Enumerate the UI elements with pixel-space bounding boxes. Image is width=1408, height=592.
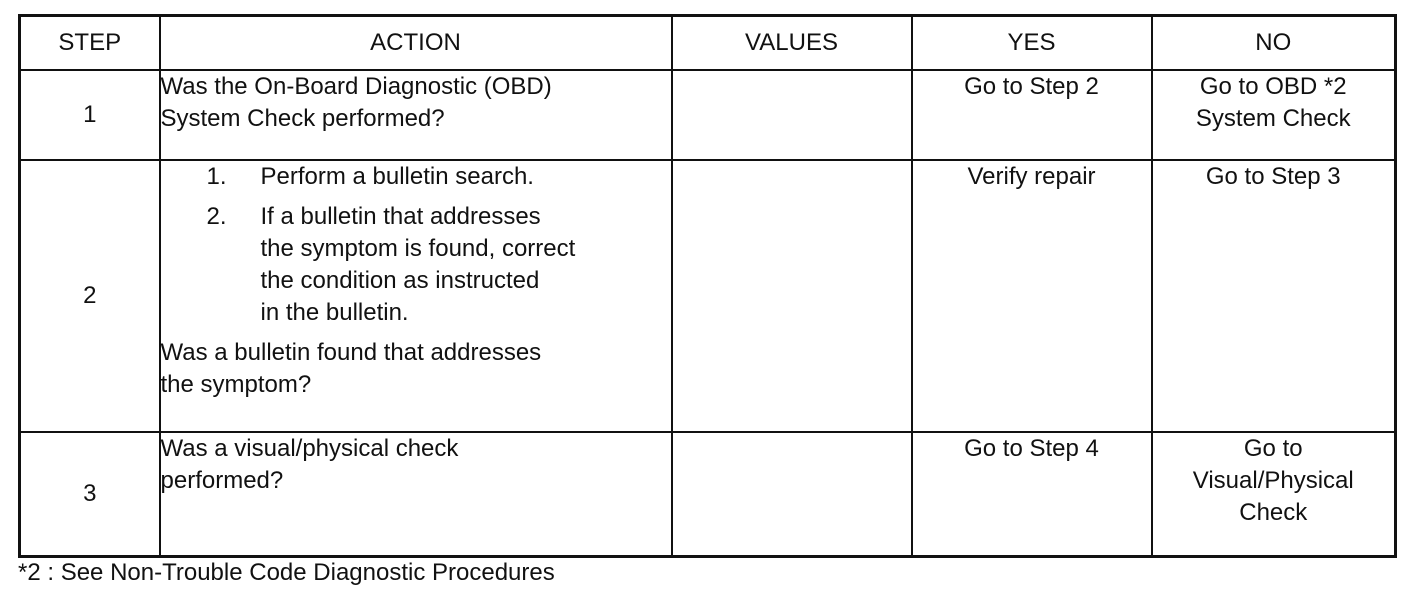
diagnostic-sheet xyxy=(18,14,1394,550)
no-cell xyxy=(1152,160,1396,432)
action-cell xyxy=(160,432,672,557)
no-line: Go to xyxy=(1243,435,1303,462)
step-number: 1 xyxy=(20,70,160,160)
values-cell xyxy=(672,432,912,557)
action-line: Was the On-Board Diagnostic (OBD) xyxy=(160,73,552,100)
no-cell xyxy=(1152,432,1396,557)
header-row xyxy=(20,16,1396,71)
yes-cell: Verify repair xyxy=(912,160,1152,432)
substep-line: the condition as instructed xyxy=(260,267,540,294)
no-cell xyxy=(1152,70,1396,160)
table-row xyxy=(20,160,1396,432)
step-number: 3 xyxy=(20,432,160,557)
action-line: Was a bulletin found that addresses xyxy=(160,339,542,366)
values-cell xyxy=(672,160,912,432)
substep-list xyxy=(161,161,671,329)
action-line: System Check performed? xyxy=(160,105,445,132)
header-step: STEP xyxy=(20,16,160,71)
yes-cell: Go to Step 4 xyxy=(912,432,1152,557)
substep-line: If a bulletin that addresses xyxy=(260,203,541,230)
no-line: Check xyxy=(1239,499,1308,526)
header-no: NO xyxy=(1152,16,1396,71)
substep-line: in the bulletin. xyxy=(260,299,409,326)
substep-item xyxy=(207,201,671,329)
substep-line: Perform a bulletin search. xyxy=(260,163,534,190)
table-row xyxy=(20,432,1396,557)
action-line: Was a visual/physical check xyxy=(160,435,459,462)
substep-number: 2. xyxy=(206,203,227,230)
footnote: *2 : See Non-Trouble Code Diagnostic Procedures xyxy=(18,559,555,586)
yes-cell: Go to Step 2 xyxy=(912,70,1152,160)
substep-item xyxy=(207,161,671,193)
no-line: Visual/Physical xyxy=(1192,467,1354,494)
values-cell xyxy=(672,70,912,160)
step-number: 2 xyxy=(20,160,160,432)
action-cell xyxy=(160,160,672,432)
action-line: performed? xyxy=(160,467,284,494)
substep-number: 1. xyxy=(206,163,227,190)
no-line: System Check xyxy=(1195,105,1351,132)
action-question xyxy=(161,337,671,401)
diagnostic-table xyxy=(18,14,1397,558)
action-cell xyxy=(160,70,672,160)
header-action: ACTION xyxy=(160,16,672,71)
table-row xyxy=(20,70,1396,160)
no-line: Go to OBD *2 xyxy=(1199,73,1347,100)
header-yes: YES xyxy=(912,16,1152,71)
header-values: VALUES xyxy=(672,16,912,71)
no-line: Go to Step 3 xyxy=(1205,163,1341,190)
substep-text xyxy=(261,161,671,193)
action-line: the symptom? xyxy=(160,371,312,398)
substep-line: the symptom is found, correct xyxy=(260,235,576,262)
substep-text xyxy=(261,201,671,329)
